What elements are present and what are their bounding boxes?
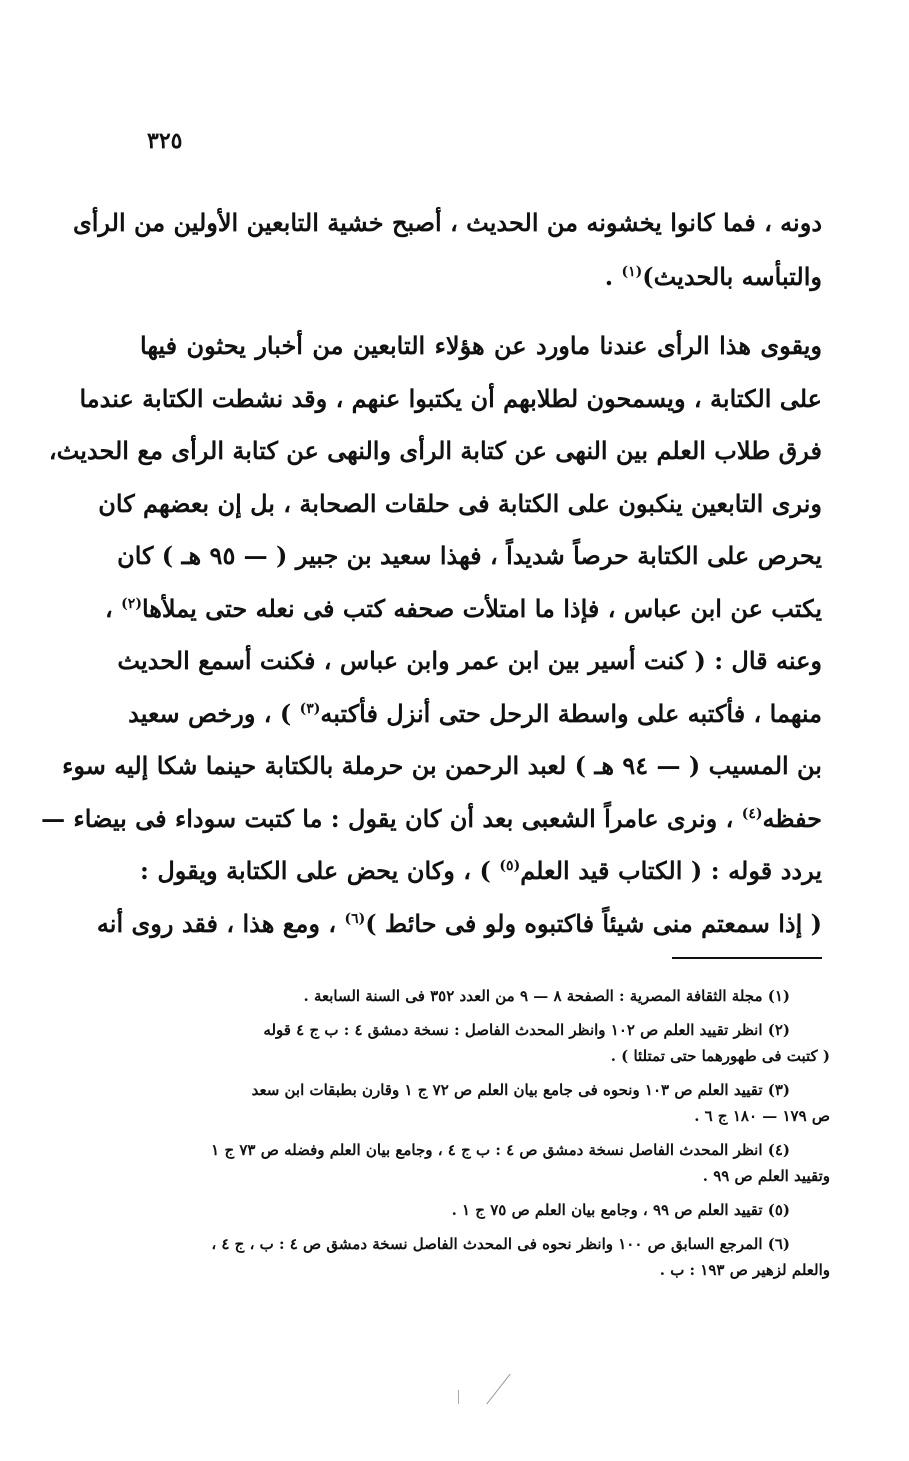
footnote-line: (٣) تقييد العلم ص ١٠٣ ونحوه فى جامع بيان العلم ص ٧٢ ج ١ وقارن بطبقات ابن سعد <box>251 1081 790 1099</box>
footnote-line: ص ١٧٩ — ١٨٠ ج ٦ . <box>694 1107 830 1125</box>
footnote-divider <box>672 957 822 959</box>
footnote-1 <box>150 983 830 1009</box>
text-line: يكتب عن ابن عباس ، فإذا ما امتلأت صحفه كتب فى نعله حتى يملأها$^{(٢)}$ ، <box>105 593 822 623</box>
footnote-4 <box>150 1137 830 1189</box>
footnote-line: (٢) انظر تقييد العلم ص ١٠٢ وانظر المحدث الفاصل : نسخة دمشق ٤ : ب ج ٤ قوله <box>263 1021 790 1039</box>
text-line: يردد قوله : ( الكتاب قيد العلم$^{(٥)}$ ) ، وكان يحض على الكتابة ويقول : <box>140 856 822 885</box>
footnotes <box>150 983 830 1291</box>
text-line: حفظه$^{(٤)}$ ، ونرى عامراً الشعبى بعد أن كان يقول : ما كتبت سوداء فى بيضاء — <box>41 803 822 833</box>
footnote-line: (٦) المرجع السابق ص ١٠٠ وانظر نحوه فى المحدث الفاصل نسخة دمشق ص ٤ : ب ، ج ٤ ، <box>211 1235 790 1253</box>
footnote-line: والعلم لزهير ص ١٩٣ : ب . <box>659 1261 830 1279</box>
footnote-line: (١) مجلة الثقافة المصرية : الصفحة ٨ — ٩ من العدد ٣٥٢ فى السنة السابعة . <box>303 987 790 1005</box>
footnote-line: (٥) تقييد العلم ص ٩٩ ، وجامع بيان العلم ص ٧٥ ج ١ . <box>451 1201 790 1219</box>
footnote-ref[interactable]: (٥) <box>499 858 521 874</box>
footnote-2 <box>150 1017 830 1069</box>
scan-mark <box>458 1390 459 1404</box>
text-line: وعنه قال : ( كنت أسير بين ابن عمر وابن عباس ، فكنت أسمع الحديث <box>117 646 822 675</box>
footnote-5 <box>150 1197 830 1223</box>
footnote-line: ( كتبت فى طهورهما حتى تمتلئا ) . <box>610 1047 830 1065</box>
text-line: دونه ، فما كانوا يخشونه من الحديث ، أصبح خشية التابعين الأولين من الرأى <box>72 208 822 237</box>
footnote-ref[interactable]: (٢) <box>121 595 142 612</box>
text-line: يحرص على الكتابة حرصاً شديداً ، فهذا سعيد بن جبير ( — ٩٥ هـ ) كان <box>117 541 822 570</box>
footnote-ref[interactable]: (١) <box>621 264 643 280</box>
footnote-6 <box>150 1231 830 1283</box>
footnote-ref[interactable]: (٦) <box>344 910 366 927</box>
paragraph-2 <box>41 320 822 950</box>
footnote-ref[interactable]: (٤) <box>741 805 763 822</box>
text-line: والتبأسه بالحديث)$^{(١)}$ . <box>604 262 822 291</box>
text-line: فرق طلاب العلم بين النهى عن كتابة الرأى والنهى عن كتابة الرأى مع الحديث، <box>48 436 822 465</box>
footnote-ref[interactable]: (٣) <box>299 700 321 717</box>
footnote-line: (٤) انظر المحدث الفاصل نسخة دمشق ص ٤ : ب ج ٤ ، وجامع بيان العلم وفضله ص ٧٣ ج ١ <box>211 1141 790 1159</box>
page-number: ٣٢٥ <box>147 128 183 154</box>
footnote-line: وتقييد العلم ص ٩٩ . <box>702 1167 830 1185</box>
scan-mark <box>486 1374 510 1405</box>
text-line: منهما ، فأكتبه على واسطة الرحل حتى أنزل فأكتبه$^{(٣)}$ ) ، ورخص سعيد <box>128 698 822 728</box>
text-line: ويقوى هذا الرأى عندنا ماورد عن هؤلاء التابعين من أخبار يحثون فيها <box>140 331 822 360</box>
text-line: على الكتابة ، ويسمحون لطلابهم أن يكتبوا عنهم ، وقد نشطت الكتابة عندما <box>79 383 822 413</box>
text-line: ونرى التابعين ينكبون على الكتابة فى حلقات الصحابة ، بل إن بعضهم كان <box>98 488 822 518</box>
text-line: بن المسيب ( — ٩٤ هـ ) لعبد الرحمن بن حرملة بالكتابة حينما شكا إليه سوء <box>62 751 822 780</box>
text-line: ( إذا سمعتم منى شيئاً فاكتبوه ولو فى حائط )$^{(٦)}$ ، ومع هذا ، فقد روى أنه <box>96 908 822 938</box>
paragraph-1 <box>72 196 822 304</box>
footnote-3 <box>150 1077 830 1129</box>
